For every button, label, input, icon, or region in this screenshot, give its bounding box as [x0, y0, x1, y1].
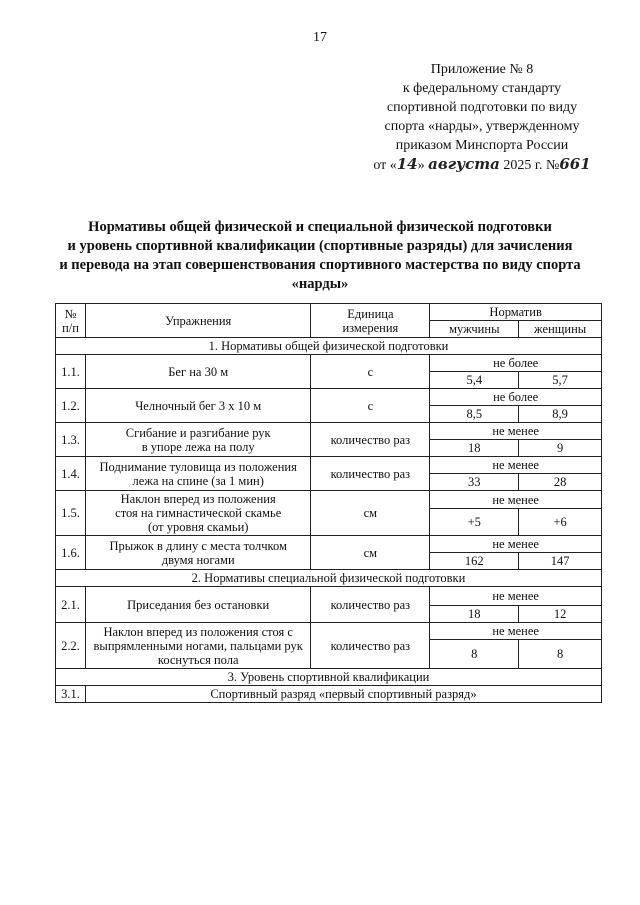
appendix-line: приказом Минспорта России — [395, 138, 569, 153]
table-header-row — [56, 304, 602, 321]
header-exercise: Упражнения — [85, 304, 310, 338]
norms-table — [55, 303, 602, 703]
table-row: 8 8 — [56, 640, 602, 669]
table-row: 33 28 — [56, 474, 602, 491]
table-row: 1.5. Наклон вперед из положения стоя на гимнастической скамье (от уровня скамьи) см не менее — [56, 491, 602, 509]
table-row: 5,4 5,7 — [56, 372, 602, 389]
header-women: женщины — [519, 321, 602, 338]
table-row: 18 12 — [56, 606, 602, 623]
document-title: Нормативы общей физической и специальной физической подготовки и уровень спортивной квалификации (спортивные разряды) для зачисления и перевода на этап совершенствования спортивного мастерства по виду спорта «нарды» — [59, 219, 581, 292]
handwritten-order-number: 661 — [559, 155, 591, 173]
header-number: № п/п — [56, 304, 86, 338]
table-row: 162 147 — [56, 553, 602, 570]
table-row: 3.1. Спортивный разряд «первый спортивный разряд» — [56, 686, 602, 703]
handwritten-month: августа — [428, 155, 500, 173]
appendix-block — [362, 60, 602, 175]
table-row: 8,5 8,9 — [56, 406, 602, 423]
table-row: 1.6. Прыжок в длину с места толчком двумя ногами см не менее — [56, 536, 602, 553]
section-row: 2. Нормативы специальной физической подготовки — [56, 570, 602, 587]
page-number: 17 — [313, 30, 327, 45]
order-date-line: от «14» августа 2025 г. №661 — [373, 155, 591, 173]
table-row: +5 +6 — [56, 509, 602, 536]
header-norm: Норматив — [430, 304, 602, 321]
section-row: 3. Уровень спортивной квалификации — [56, 669, 602, 686]
section-row: 1. Нормативы общей физической подготовки — [56, 338, 602, 355]
handwritten-day: 14 — [396, 155, 418, 173]
table-row: 1.3. Сгибание и разгибание рук в упоре лежа на полу количество раз не менее — [56, 423, 602, 440]
table-row: 1.4. Поднимание туловища из положения лежа на спине (за 1 мин) количество раз не менее — [56, 457, 602, 474]
table-row: 1.2. Челночный бег 3 х 10 м с не более — [56, 389, 602, 406]
table-row: 18 9 — [56, 440, 602, 457]
table-row: 2.2. Наклон вперед из положения стоя с выпрямленными ногами, пальцами рук коснуться пола количество раз не менее — [56, 623, 602, 640]
appendix-line: Приложение № 8 — [430, 62, 534, 77]
appendix-line: спортивной подготовки по виду — [386, 100, 578, 115]
appendix-line: спорта «нарды», утвержденному — [384, 119, 580, 134]
header-men: мужчины — [430, 321, 519, 338]
table-row: 2.1. Приседания без остановки количество раз не менее — [56, 587, 602, 606]
appendix-line: к федеральному стандарту — [402, 81, 562, 96]
header-unit: Единица измерения — [311, 304, 430, 338]
table-row: 1.1. Бег на 30 м с не более — [56, 355, 602, 372]
